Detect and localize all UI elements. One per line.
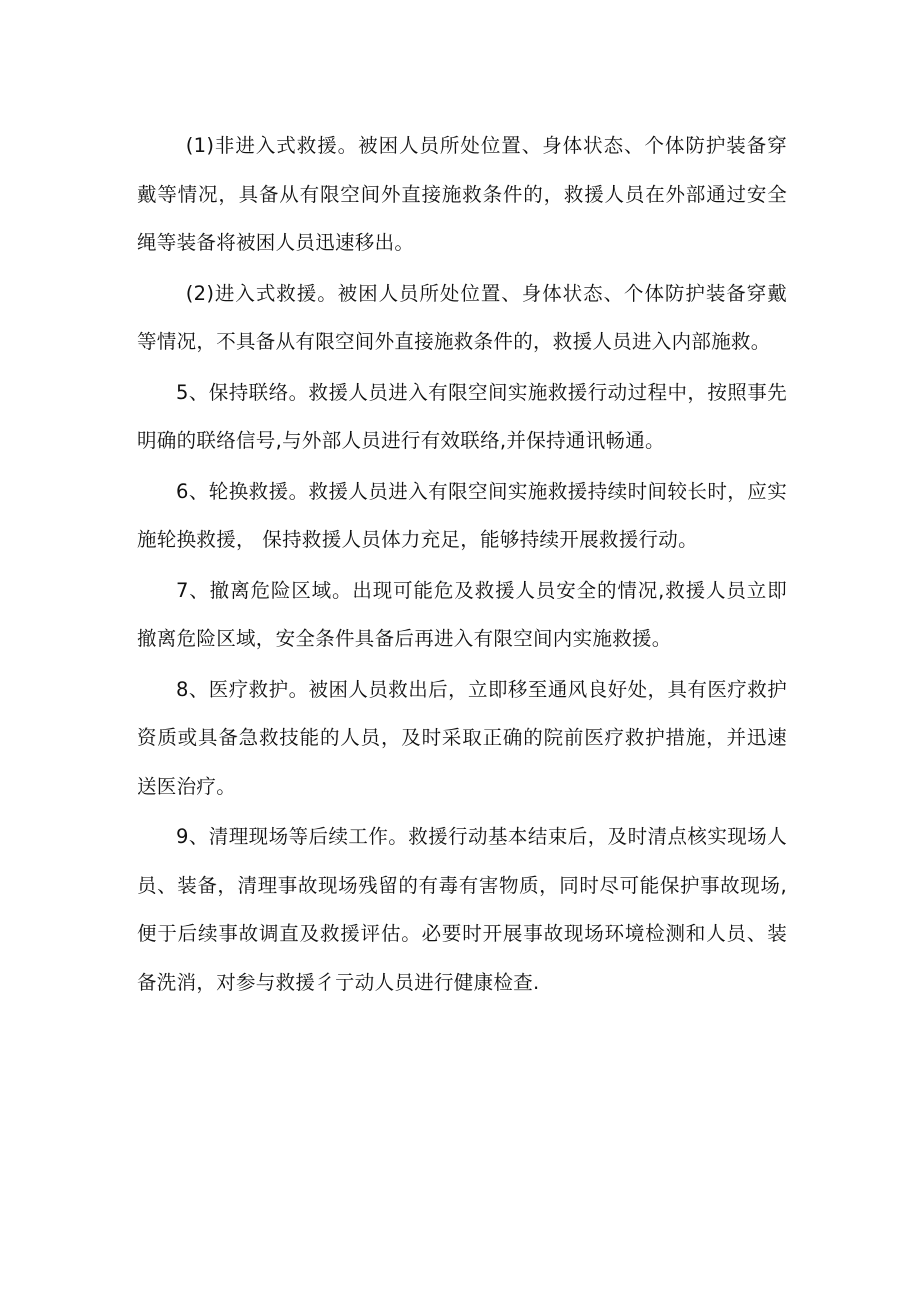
paragraph-site-cleanup: 9、清理现场等后续工作。救援行动基本结束后，及时清点核实现场人员、装备，清理事故现场残留的有毒有害物质，同时尽可能保护事故现场,便于后续事故调直及救援评估。必要时开展事故现场环境检测和人员、装备洗消，对参与救援彳亍动人员进行健康检查. bbox=[137, 825, 787, 994]
paragraph-entry-rescue: (2)进入式救援。被困人员所处位置、身体状态、个体防护装备穿戴等情况，不具备从有限空间外直接施救条件的，救援人员进入内部施救。 bbox=[137, 281, 787, 353]
paragraph-evacuate-danger-zone: 7、撤离危险区域。出现可能危及救援人员安全的情况,救援人员立即撤离危险区域，安全条件具备后再进入有限空间内实施救援。 bbox=[137, 578, 787, 650]
document-body bbox=[137, 122, 787, 1009]
paragraph-non-entry-rescue: (1)非进入式救援。被困人员所处位置、身体状态、个体防护装备穿戴等情况，具备从有限空间外直接施救条件的，救援人员在外部通过安全绳等装备将被困人员迅速移出。 bbox=[137, 134, 787, 254]
paragraph-keep-contact: 5、保持联络。救援人员进入有限空间实施救援行动过程中，按照事先明确的联络信号,与外部人员进行有效联络,并保持通讯畅通。 bbox=[137, 380, 787, 452]
paragraph-medical-care: 8、医疗救护。被困人员救出后，立即移至通风良好处，具有医疗救护资质或具备急救技能的人员，及时采取正确的院前医疗救护措施，并迅速送医治疗。 bbox=[137, 677, 787, 798]
paragraph-rotation-rescue: 6、轮换救援。救援人员进入有限空间实施救援持续时间较长时，应实施轮换救援， 保持救援人员体力充足，能够持续开展救援行动。 bbox=[137, 479, 787, 551]
